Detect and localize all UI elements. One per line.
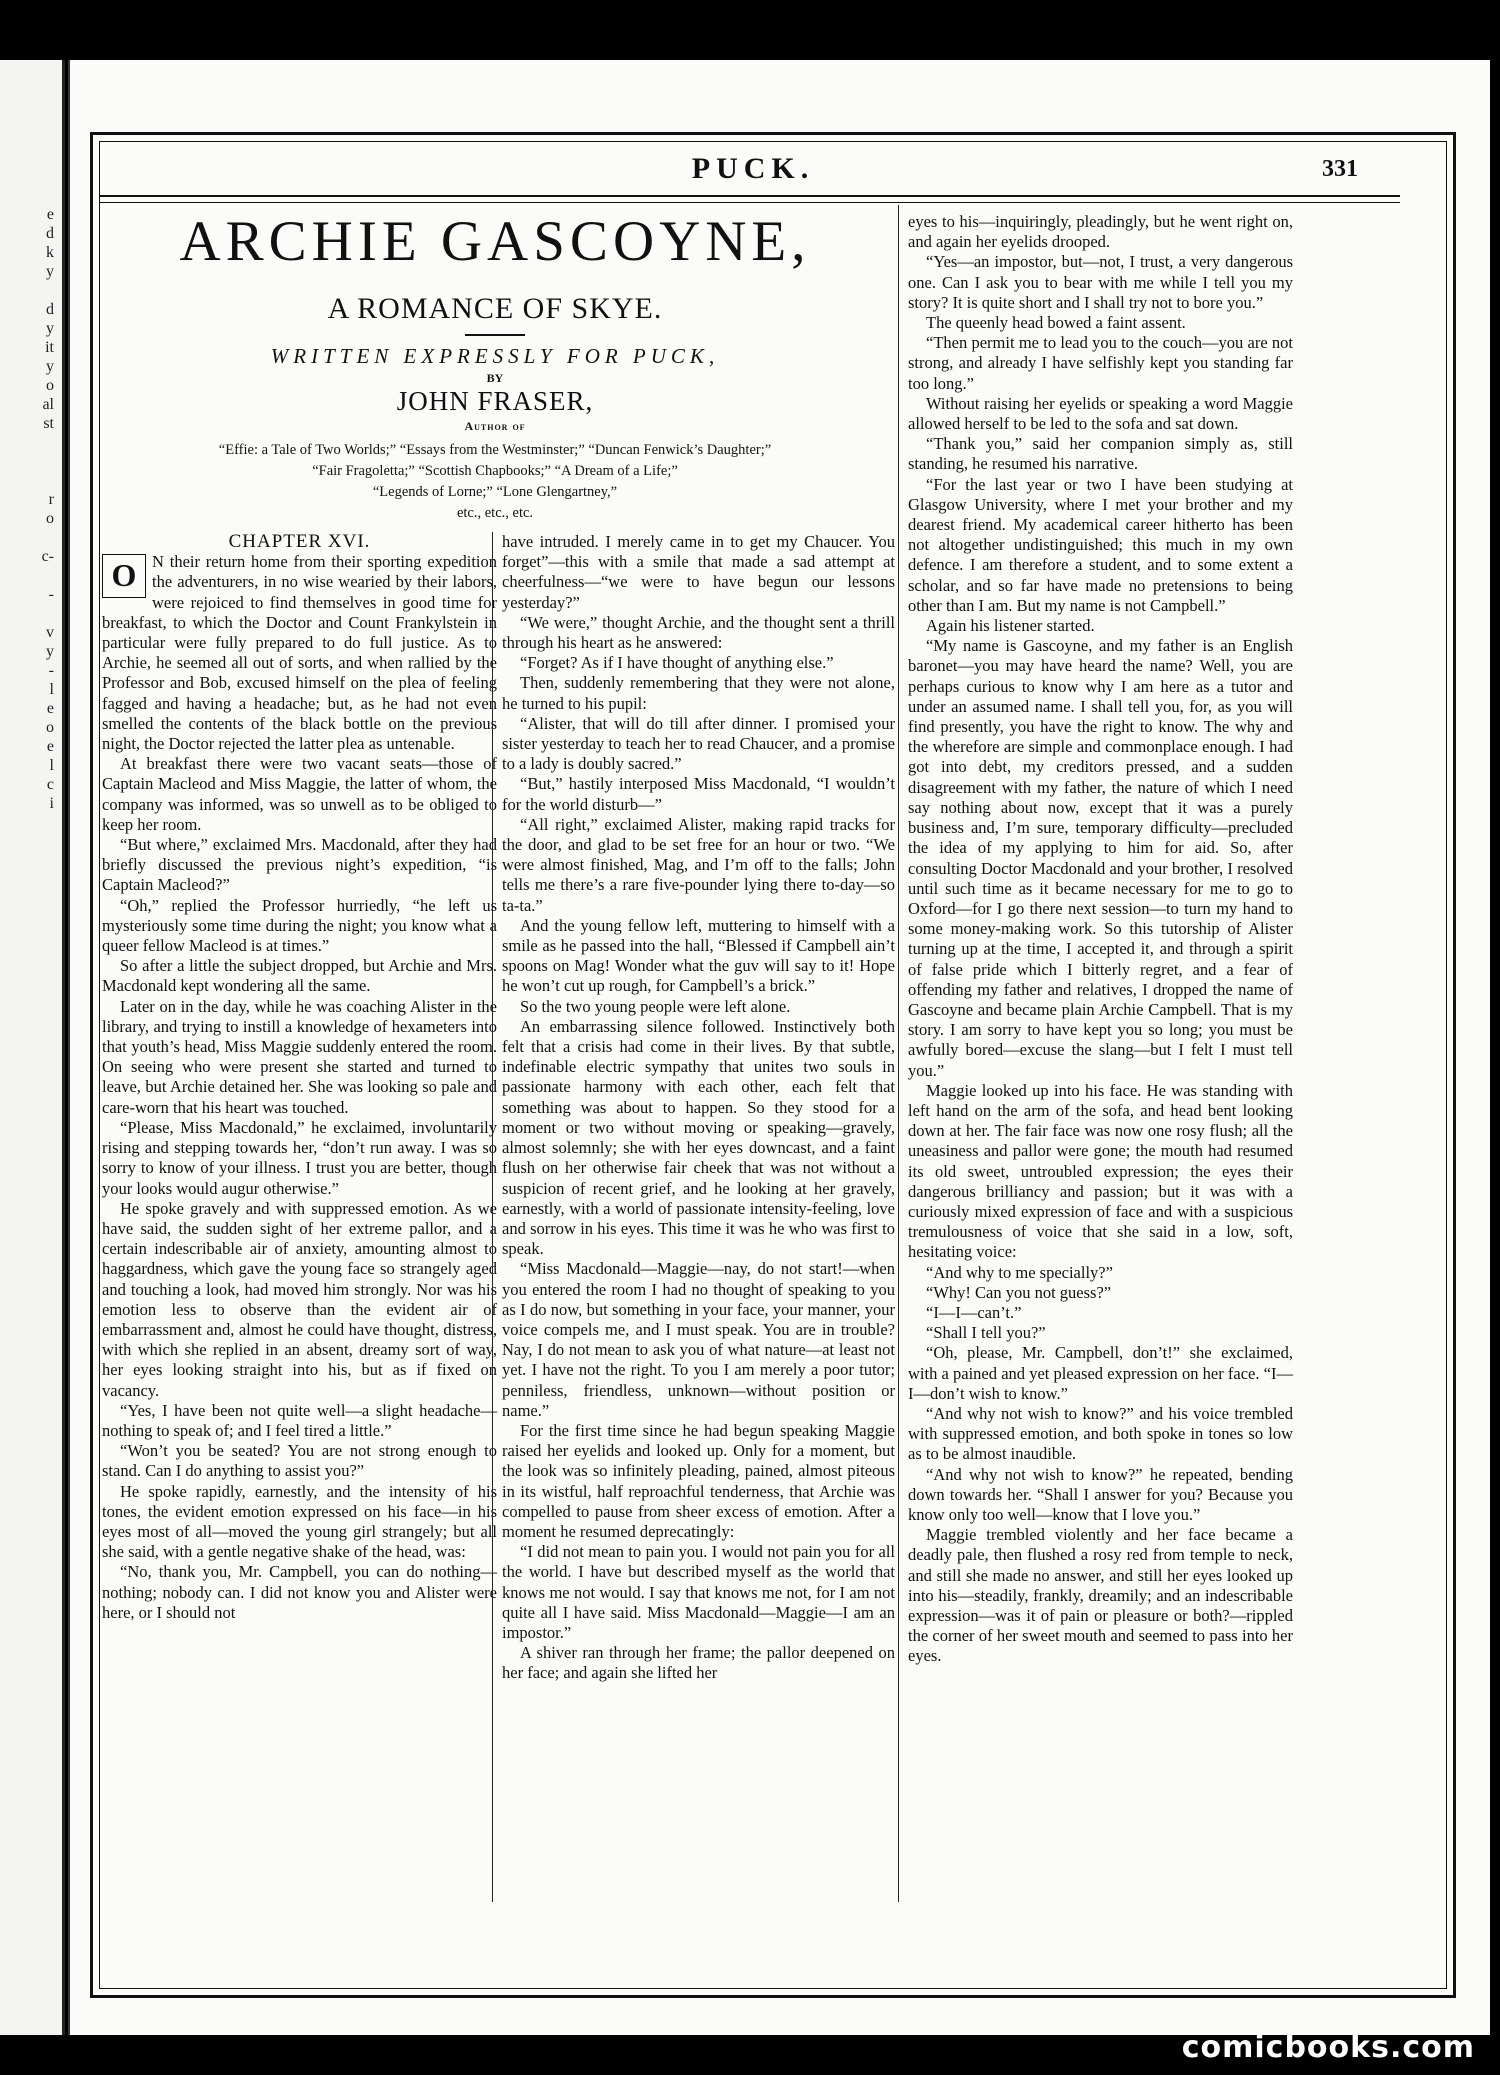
prev-page-fragment: st bbox=[43, 415, 54, 432]
byline-by: BY bbox=[486, 371, 504, 385]
paragraph: eyes to his—inquiringly, pleadingly, but he went right on, and again her eyelids drooped. bbox=[908, 212, 1293, 252]
paragraph: “Forget? As if I have thought of anything else.” bbox=[520, 653, 834, 673]
paragraph: “Shall I tell you?” bbox=[926, 1323, 1046, 1343]
paragraph: “I—I—can’t.” bbox=[926, 1302, 1022, 1322]
paragraph: “And why not wish to know?” he repeated, bending down towards her. “Shall I answer for you? Because you know only too well—know that I love you.” bbox=[908, 1464, 1293, 1524]
paragraph: “All right,” exclaimed Alister, making rapid tracks for the door, and glad to be set free for an hour or two. “We were almost finished, Mag, and I’m off to the falls; John tells me there’s a rare five-pounder lying there to-day—so ta-ta.” bbox=[502, 814, 895, 915]
prev-page-fragment: o bbox=[46, 719, 54, 736]
paragraph: Then, suddenly remembering that they were not alone, he turned to his pupil: bbox=[502, 673, 895, 713]
prev-page-fragment bbox=[6, 566, 54, 585]
paragraph: Later on in the day, while he was coaching Alister in the library, and trying to instill a knowledge of hexameters into that youth’s head, Miss Maggie suddenly entered the room. On seeing who were present she started and turned to leave, but Archie detained her. She was looking so pale and care-worn that his heart was touched. bbox=[102, 996, 497, 1117]
author-works bbox=[100, 440, 890, 524]
paragraph: Again his listener started. bbox=[926, 616, 1095, 636]
column-1 bbox=[102, 532, 497, 1623]
paragraph: So after a little the subject dropped, but Archie and Mrs. Macdonald kept wondering all the same. bbox=[102, 956, 497, 996]
paragraph: O N their return home from their sporting expedition the adventurers, in no wise wearied by their labors, were rejoiced to find themselves in good time for breakfast, to which the Doctor and Count Frankylstein in particular were fully prepared to do full justice. As to Archie, he seemed all out of sorts, and when rallied by the Professor and Bob, excused himself on the plea of feeling fagged and having a headache; but, as he had not even smelled the contents of the black bottle on the previous night, the Doctor rejected the latter plea as untenable. bbox=[102, 552, 497, 754]
prev-page-fragment: c- bbox=[41, 548, 54, 565]
prev-page-fragment bbox=[6, 604, 54, 623]
paragraph: “Oh,” replied the Professor hurriedly, “he left us mysteriously some time during the night; you know what a queer fellow Macleod is at times.” bbox=[102, 895, 497, 956]
story-header bbox=[100, 205, 890, 524]
paragraph: “No, thank you, Mr. Campbell, you can do nothing—nothing; nobody can. I did not know you and Alister were here, or I should not bbox=[102, 1562, 497, 1622]
paragraph: “Please, Miss Macdonald,” he exclaimed, involuntarily rising and stepping towards her, “don’t run away. I was so sorry to know of your illness. I trust you are better, though your looks would augur otherwise.” bbox=[102, 1117, 497, 1198]
paragraph: “My name is Gascoyne, and my father is an English baronet—you may have heard the name? Well, you are perhaps curious to know why I am here as a tutor and under an assumed name. I shall tell you, for, as you will find presently, you have the right to know. The why and the wherefore are simple and commonplace enough. I had got into debt, my creditors pressed, and a sudden disagreement with my father, the nature of which I need say nothing about now, except that it was a purely business and, I’m sure, temporary difficulty—precluded the idea of my applying to him for aid. So, after consulting Doctor Macdonald and your brother, I resolved until such time as it became necessary for me to go to Oxford—for I go there next session—to turn my hand to some money-making work. So this tutorship of Alister turning up at the time, I accepted it, and through a spirit of false pride which I bitterly regret, and a fear of offending my father and relatives, I dropped the name of Gascoyne and became plain Archie Campbell. That is my story. I am sorry to have kept you so long; you must be awfully bored—excuse the slang—but I felt I must tell you.” bbox=[908, 636, 1293, 1080]
prev-page-fragment: d bbox=[46, 225, 54, 242]
paragraph: Maggie looked up into his face. He was standing with left hand on the arm of the sofa, and head bent looking down at her. The fair face was now one rosy flush; all the uneasiness and pallor were gone; the mouth had resumed its old sweet, untroubled expression; the eyes their dangerous brilliancy and passion; but it was with a curiously mixed expression of face and with a suspicious tremulousness of voice that she said in a low, soft, hesitating voice: bbox=[908, 1080, 1293, 1262]
prev-page-fragment: e bbox=[46, 700, 54, 717]
prev-page-fragment: k bbox=[46, 244, 54, 261]
prev-page-fragment: r bbox=[48, 491, 54, 508]
paragraph: “Miss Macdonald—Maggie—nay, do not start!—when you entered the room I had no thought of speaking to you as I do now, but something in your face, your manner, your voice compels me, and I must speak. You are in trouble? Nay, I do not mean to ask you of what nature—at least not yet. I have not the right. To you I am merely a poor tutor; penniless, friendless, unknown—without position or name.” bbox=[502, 1259, 895, 1420]
prev-page-fragment: o bbox=[46, 510, 54, 527]
prev-page-fragment: l bbox=[49, 681, 54, 698]
prev-page-fragment: y bbox=[46, 320, 54, 337]
prev-page-fragment: al bbox=[42, 396, 54, 413]
paragraph: “Then permit me to lead you to the couch—you are not strong, and already I have selfishly kept you standing far too long.” bbox=[908, 333, 1293, 393]
prev-page-fragment: o bbox=[46, 377, 54, 394]
paragraph: “Yes, I have been not quite well—a slight headache—nothing to speak of; and I feel tired a little.” bbox=[102, 1400, 497, 1440]
paragraph: “And why not wish to know?” and his voice trembled with suppressed emotion, and both spoke in tones so low as to be almost inaudible. bbox=[908, 1403, 1293, 1464]
paragraph: He spoke gravely and with suppressed emotion. As we have said, the sudden sight of her extreme pallor, and a certain indescribable air of anxiety, amounting almost to haggardness, which gave the young face so strangely aged and touching a look, had moved him strongly. Nor was his emotion less to observe than the evident air of embarrassment and, almost he could have thought, distress, with which she replied in an absent, dreamy sort of way, her eyes looking straight into his, but as if fixed on vacancy. bbox=[102, 1198, 497, 1400]
paragraph: Maggie trembled violently and her face became a deadly pale, then flushed a rosy red from temple to neck, and still she made no answer, and still her eyes looked up into his—steadily, frankly, dreamily; and an indescribable expression—was it of pain or pleasure or both?—rippled the corner of her sweet mouth and seemed to pass into her eyes. bbox=[908, 1525, 1293, 1666]
paragraph: He spoke rapidly, earnestly, and the intensity of his tones, the evident emotion expressed on his face—in his eyes most of all—moved the young girl strangely; but all she said, with a gentle negative shake of the head, was: bbox=[102, 1481, 497, 1562]
author-name: JOHN FRASER, bbox=[396, 386, 594, 416]
paragraph: The queenly head bowed a faint assent. bbox=[926, 313, 1186, 333]
paragraph: And the young fellow left, muttering to himself with a smile as he passed into the hall, “Blessed if Campbell ain’t spoons on Mag! Wonder what the guv will say to it! Hope he won’t cut up rough, for Campbell’s a brick.” bbox=[502, 915, 895, 996]
column-divider bbox=[492, 532, 493, 1902]
works-line: “Legends of Lorne;” “Lone Glengartney,” bbox=[372, 484, 618, 500]
chapter-heading: CHAPTER XVI. bbox=[228, 531, 371, 552]
works-line: “Fair Fragoletta;” “Scottish Chapbooks;” “A Dream of a Life;” bbox=[312, 463, 678, 479]
prev-page-fragment: e bbox=[46, 206, 54, 223]
paragraph: “Oh, please, Mr. Campbell, don’t!” she exclaimed, with a pained and yet pleased expression on her face. “I—I—don’t wish to know.” bbox=[908, 1343, 1293, 1403]
prev-page-fragment: v bbox=[46, 624, 54, 641]
prev-page-fragment: - bbox=[48, 662, 54, 679]
paragraph: “Won’t you be seated? You are not strong enough to stand. Can I do anything to assist you?” bbox=[102, 1441, 497, 1481]
story-subtitle: A ROMANCE OF SKYE. bbox=[327, 292, 663, 325]
paragraph: “Alister, that will do till after dinner. I promised your sister yesterday to teach her to read Chaucer, and a promise to a lady is doubly sacred.” bbox=[502, 713, 895, 774]
paragraph: “I did not mean to pain you. I would not pain you for all the world. I have but described myself as the world that knows me not would. I say that knows me not, for I am not quite all I have said. Miss Macdonald—Maggie—I am an impostor.” bbox=[502, 1542, 895, 1642]
works-line: etc., etc., etc. bbox=[456, 505, 534, 521]
masthead bbox=[98, 148, 1408, 198]
author-of-label: Author of bbox=[464, 419, 526, 433]
previous-page-edge bbox=[0, 60, 65, 2035]
header-rule bbox=[100, 195, 1400, 203]
paragraph: “And why to me specially?” bbox=[926, 1262, 1113, 1282]
prev-page-fragment bbox=[6, 281, 54, 300]
paragraph: “For the last year or two I have been studying at Glasgow University, where I met your brother and my dearest friend. My academical career hitherto has been not altogether undistinguished; this much in my own defence. I am therefore a student, and to some extent a scholar, and so far have made no pretensions to being other than I am. But my name is not Campbell.” bbox=[908, 474, 1293, 615]
paragraph: “Why! Can you not guess?” bbox=[926, 1282, 1112, 1302]
prev-page-fragment: it bbox=[45, 339, 54, 356]
paragraph: “But,” hastily interposed Miss Macdonald, “I wouldn’t for the world disturb—” bbox=[502, 774, 895, 814]
prev-page-fragment: y bbox=[46, 358, 54, 375]
watermark: comicbooks.com bbox=[1181, 2030, 1475, 2065]
prev-page-fragment: l bbox=[49, 757, 54, 774]
previous-page-text-fragments bbox=[6, 205, 54, 813]
prev-page-fragment: i bbox=[49, 795, 54, 812]
prev-page-fragment bbox=[6, 452, 54, 471]
paragraph: Without raising her eyelids or speaking a word Maggie allowed herself to be led to the sofa and sat down. bbox=[908, 393, 1293, 434]
paragraph: At breakfast there were two vacant seats—those of Captain Macleod and Miss Maggie, the latter of whom, the company was informed, was so unwell as to be obliged to keep her room. bbox=[102, 754, 497, 834]
column-2 bbox=[502, 532, 895, 1684]
prev-page-fragment: e bbox=[46, 738, 54, 755]
prev-page-fragment bbox=[6, 528, 54, 547]
paragraph: “Yes—an impostor, but—not, I trust, a very dangerous one. Can I ask you to bear with me while I tell you my story? It is quite short and I shall try not to bore you.” bbox=[908, 252, 1293, 312]
prev-page-fragment bbox=[6, 471, 54, 490]
title-divider bbox=[465, 334, 525, 336]
paragraph: A shiver ran through her frame; the pallor deepened on her face; and again she lifted her bbox=[502, 1643, 895, 1683]
prev-page-fragment: - bbox=[48, 586, 54, 603]
prev-page-fragment: y bbox=[46, 263, 54, 280]
paragraph: “Thank you,” said her companion simply as, still standing, he resumed his narrative. bbox=[908, 434, 1293, 474]
paragraph: have intruded. I merely came in to get my Chaucer. You forget”—this with a smile that made a sad attempt at cheerfulness—“we were to have begun our lessons yesterday?” bbox=[502, 532, 895, 612]
drop-cap-ornament: O bbox=[102, 554, 146, 598]
written-for: WRITTEN EXPRESSLY FOR PUCK, bbox=[270, 344, 720, 368]
paragraph: For the first time since he had begun speaking Maggie raised her eyelids and looked up. Only for a moment, but the look was so infinitely pleading, pained, almost piteous in its wistful, half reproachful tenderness, that Archie was compelled to pause from sheer excess of emotion. After a moment he resumed deprecatingly: bbox=[502, 1420, 895, 1541]
paragraph: So the two young people were left alone. bbox=[520, 996, 791, 1016]
prev-page-fragment: c bbox=[46, 776, 54, 793]
paragraph: An embarrassing silence followed. Instinctively both felt that a crisis had come in their lives. By that subtle, indefinable electric sympathy that unites two souls in passionate harmony with each other, each felt that something was about to happen. So they stood for a moment or two without moving or speaking—gravely, almost solemnly; she with her eyes downcast, and a faint flush on her otherwise fair cheek that was not without a suspicion of recent grief, and he looking at her gravely, earnestly, with a world of passionate intensity-feeling, love and sorrow in his eyes. This time it was he who was first to speak. bbox=[502, 1016, 895, 1259]
prev-page-fragment: y bbox=[46, 643, 54, 660]
magazine-title: PUCK. bbox=[691, 152, 815, 185]
prev-page-fragment bbox=[6, 433, 54, 452]
prev-page-fragment: d bbox=[46, 301, 54, 318]
page-number: 331 bbox=[1322, 156, 1358, 182]
column-3 bbox=[908, 212, 1293, 1667]
paragraph: “We were,” thought Archie, and the thought sent a thrill through his heart as he answered: bbox=[502, 612, 895, 653]
works-line: “Effie: a Tale of Two Worlds;” “Essays from the Westminster;” “Duncan Fenwick’s Daughter;” bbox=[218, 442, 772, 458]
paragraph: “But where,” exclaimed Mrs. Macdonald, after they had briefly discussed the previous night’s expedition, “is Captain Macleod?” bbox=[102, 835, 497, 895]
column-divider bbox=[898, 205, 899, 1902]
story-title: ARCHIE GASCOYNE, bbox=[179, 210, 811, 273]
